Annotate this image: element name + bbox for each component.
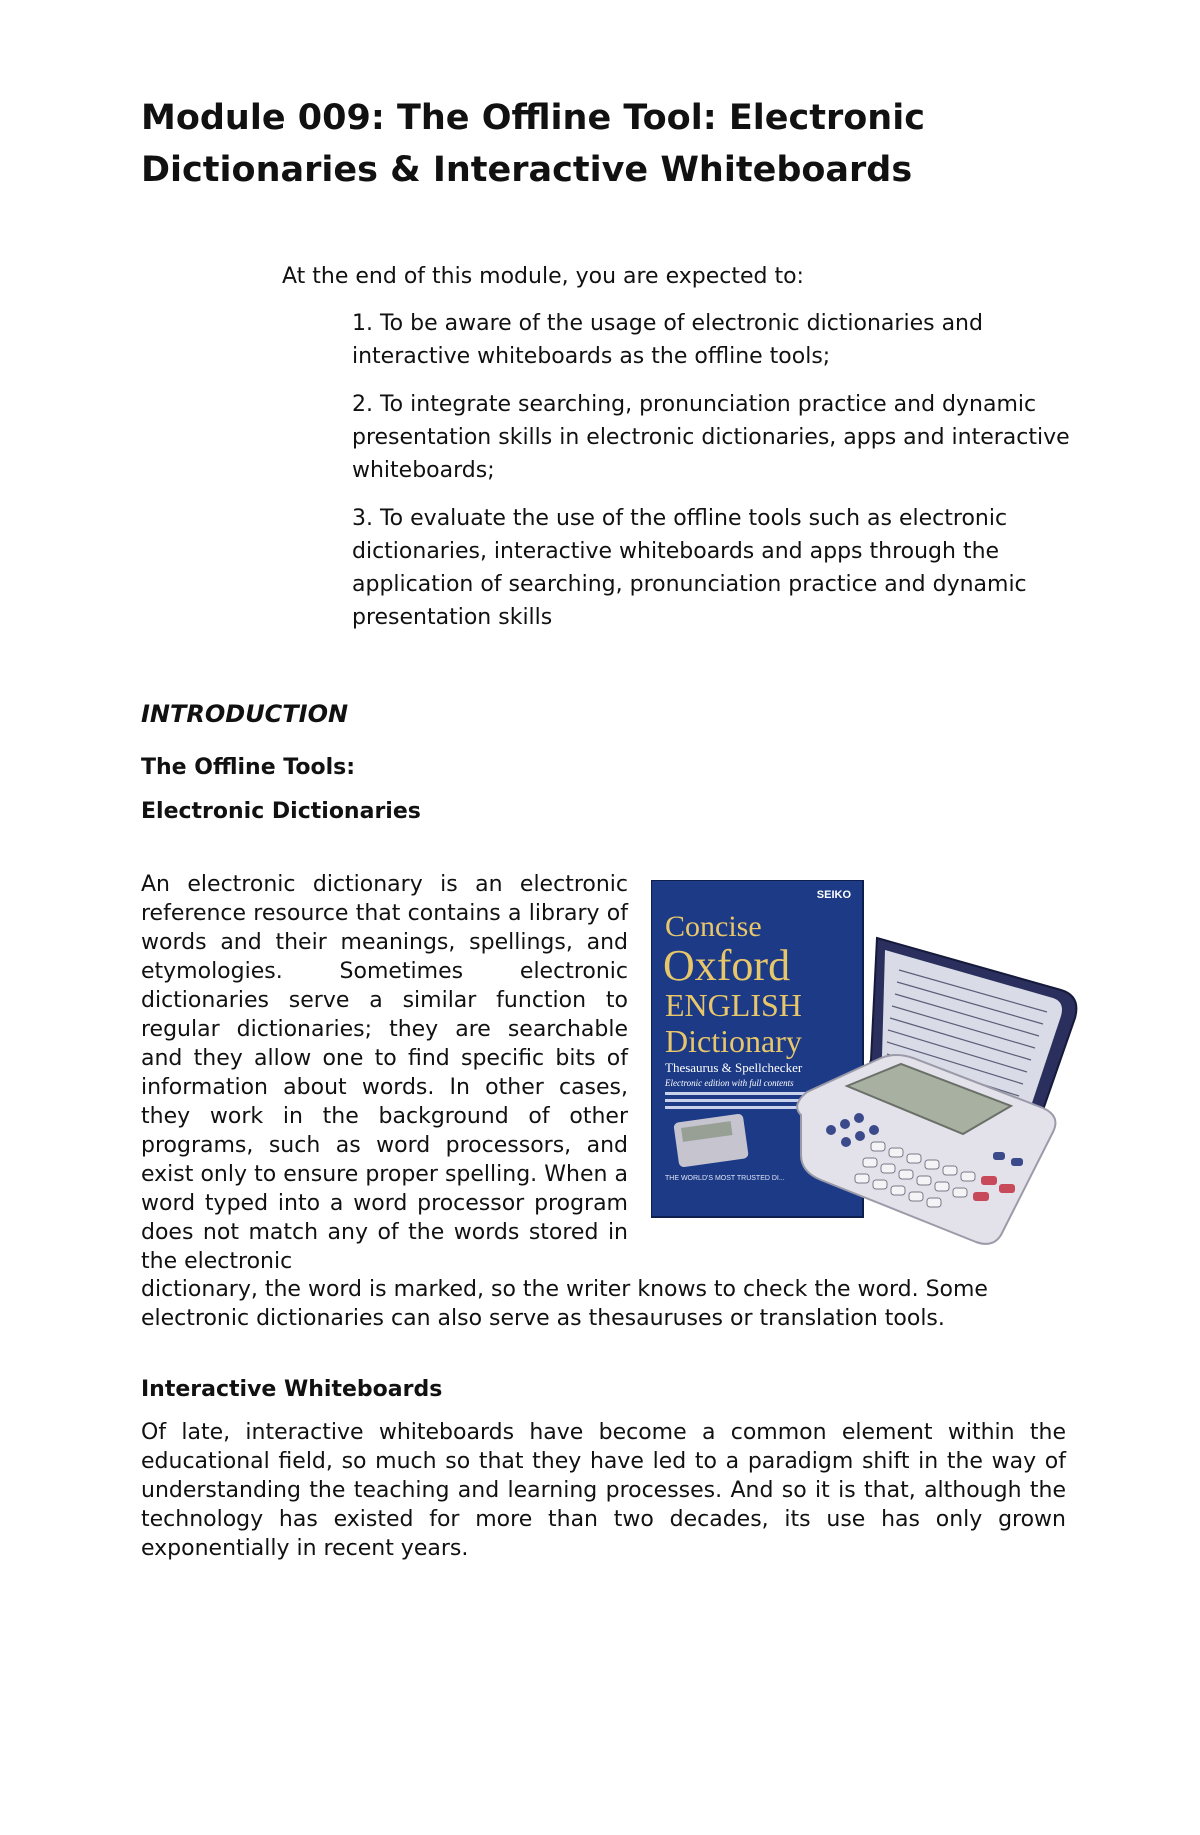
dictionary-device-image: [651, 880, 1091, 1250]
interactive-whiteboards-heading: Interactive Whiteboards: [141, 1377, 443, 1402]
page-title: Module 009: The Offline Tool: Electronic Dictionaries & Interactive Whiteboards: [141, 98, 925, 190]
book-tagline: THE WORLD'S MOST TRUSTED DI...: [665, 1175, 785, 1182]
book-title-line: Oxford: [663, 941, 791, 990]
book-title-line: ENGLISH: [665, 987, 802, 1023]
book-edition: Electronic edition with full contents: [665, 1078, 794, 1088]
objectives-list: [352, 307, 1072, 649]
objective-item: 3. To evaluate the use of the offline tools such as electronic dictionaries, interactive whiteboards and apps through the application of searching, pronunciation practice and dynamic presentation skills: [352, 506, 1027, 630]
objectives-intro: At the end of this module, you are expected to:: [282, 264, 804, 289]
electronic-dictionary-paragraph-continued: dictionary, the word is marked, so the writer knows to check the word. Some electronic dictionaries can also serve as thesauruses or translation tools.: [141, 1277, 988, 1331]
objective-item: 1. To be aware of the usage of electronic dictionaries and interactive whiteboards as the offline tools;: [352, 311, 983, 369]
book-title-line: Concise: [665, 910, 762, 943]
interactive-whiteboards-paragraph: Of late, interactive whiteboards have become a common element within the educational field, so much so that they have led to a paradigm shift in the way of understanding the teaching and learning processes. And so it is that, although the technology has existed for more than two decades, its use has only grown exponentially in recent years.: [141, 1420, 1066, 1561]
electronic-dictionary-paragraph: An electronic dictionary is an electronic reference resource that contains a library of words and their meanings, spellings, and etymologies. Sometimes electronic dictionaries serve a similar function to regular dictionaries; they are searchable and they allow one to find specific bits of information about words. In other cases, they work in the background of other programs, such as word processors, and exist only to ensure proper spelling. When a word typed into a word processor program does not match any of the words stored in the electronic: [141, 872, 628, 1274]
electronic-dictionaries-heading: Electronic Dictionaries: [141, 799, 421, 824]
introduction-heading: INTRODUCTION: [141, 700, 349, 728]
book-subtitle: Thesaurus & Spellchecker: [665, 1060, 803, 1075]
offline-tools-heading: The Offline Tools:: [141, 755, 356, 780]
brand-label: SEIKO: [816, 889, 851, 901]
book-title-line: Dictionary: [665, 1023, 802, 1059]
objective-item: 2. To integrate searching, pronunciation practice and dynamic presentation skills in electronic dictionaries, apps and interactive whiteboards;: [352, 392, 1070, 483]
